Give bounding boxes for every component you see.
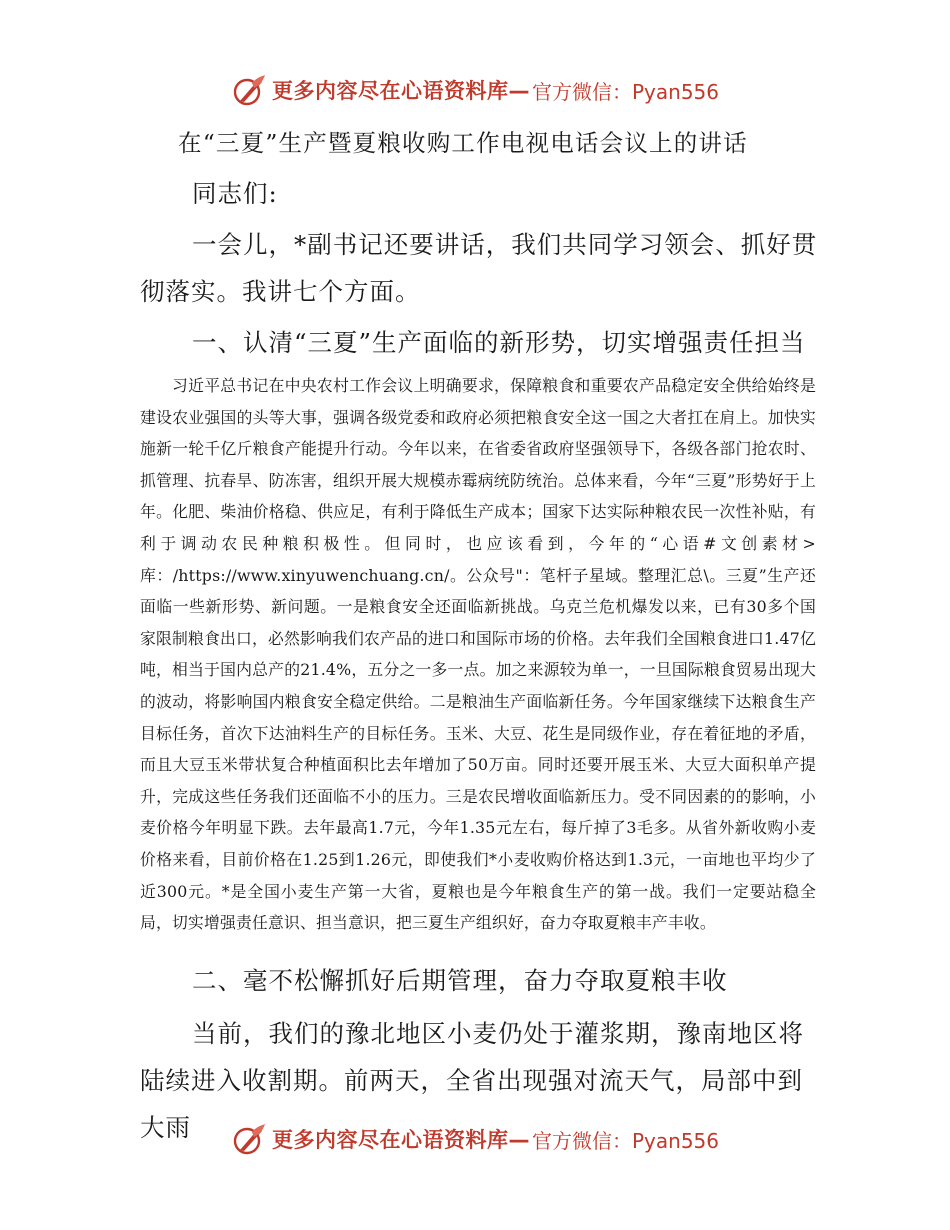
section-heading-2: 二、毫不松懈抓好后期管理，奋力夺取夏粮丰收 (192, 966, 728, 995)
banner-main-text: 更多内容尽在心语资料库— (272, 1128, 530, 1152)
banner-wechat-text: 官方微信：Pyan556 (532, 79, 720, 104)
quill-logo-icon (232, 73, 266, 107)
section-1-body: 习近平总书记在中央农村工作会议上明确要求，保障粮食和重要农产品稳定安全供给始终是建设农业强国的头等大事，强调各级党委和政府必须把粮食安全这一国之大者扛在肩上。加快实施新一轮千亿斤粮食产能提升行动。今年以来，在省委省政府坚强领导下，各级各部门抢农时、抓管理、抗春旱、防冻害，组织开展大规模赤霉病统防统治。总体来看，今年“三夏”形势好于上年。化肥、柴油价格稳、供应足，有利于降低生产成本；国家下达实际种粮农民一次性补贴，有利于调动农民种粮积极性。但同时，也应该看到，今年的“心语#文创素材>库：/https://www.xinyuwenchuang.cn/。公众号"：笔杆子星域。整理汇总\。三夏”生产还面临一些新形势、新问题。一是粮食安全还面临新挑战。乌克兰危机爆发以来，已有30多个国家限制粮食出口，必然影响我们农产品的进口和国际市场的价格。去年我们全国粮食进口1.47亿吨，相当于国内总产的21.4%，五分之一多一点。加之来源较为单一，一旦国际粮食贸易出现大的波动，将影响国内粮食安全稳定供给。二是粮油生产面临新任务。今年国家继续下达粮食生产目标任务，首次下达油料生产的目标任务。玉米、大豆、花生是同级作业，存在着征地的矛盾，而且大豆玉米带状复合种植面积比去年增加了50万亩。同时还要开展玉米、大豆大面积单产提升，完成这些任务我们还面临不小的压力。三是农民增收面临新压力。受不同因素的的影响，小麦价格今年明显下跌。去年最高1.7元，今年1.35元左右，每斤掉了3毛多。从省外新收购小麦价格来看，目前价格在1.25到1.26元，即使我们*小麦收购价格达到1.3元，一亩地也平均少了近300元。*是全国小麦生产第一大省，夏粮也是今年粮食生产的第一战。我们一定要站稳全局，切实增强责任意识、担当意识，把三夏生产组织好，奋力夺取夏粮丰产丰收。 (140, 376, 816, 933)
banner-main-text: 更多内容尽在心语资料库— (272, 79, 530, 103)
section-heading-1: 一、认清“三夏”生产面临的新形势，切实增强责任担当 (192, 328, 806, 357)
quill-logo-icon (232, 1122, 266, 1156)
banner-wechat-text: 官方微信：Pyan556 (532, 1128, 720, 1153)
intro-paragraph: 一会儿，*副书记还要讲话，我们共同学习领会、抓好贯彻落实。我讲七个方面。 (140, 230, 818, 306)
section-2-body: 当前，我们的豫北地区小麦仍处于灌浆期，豫南地区将陆续进入收割期。前两天，全省出现强对流天气，局部中到大雨 (140, 1019, 804, 1142)
header-watermark-banner (232, 70, 732, 110)
document-title: 在“三夏”生产暨夏粮收购工作电视电话会议上的讲话 (178, 129, 748, 157)
greeting: 同志们: (192, 179, 278, 208)
footer-watermark-banner (232, 1119, 732, 1159)
